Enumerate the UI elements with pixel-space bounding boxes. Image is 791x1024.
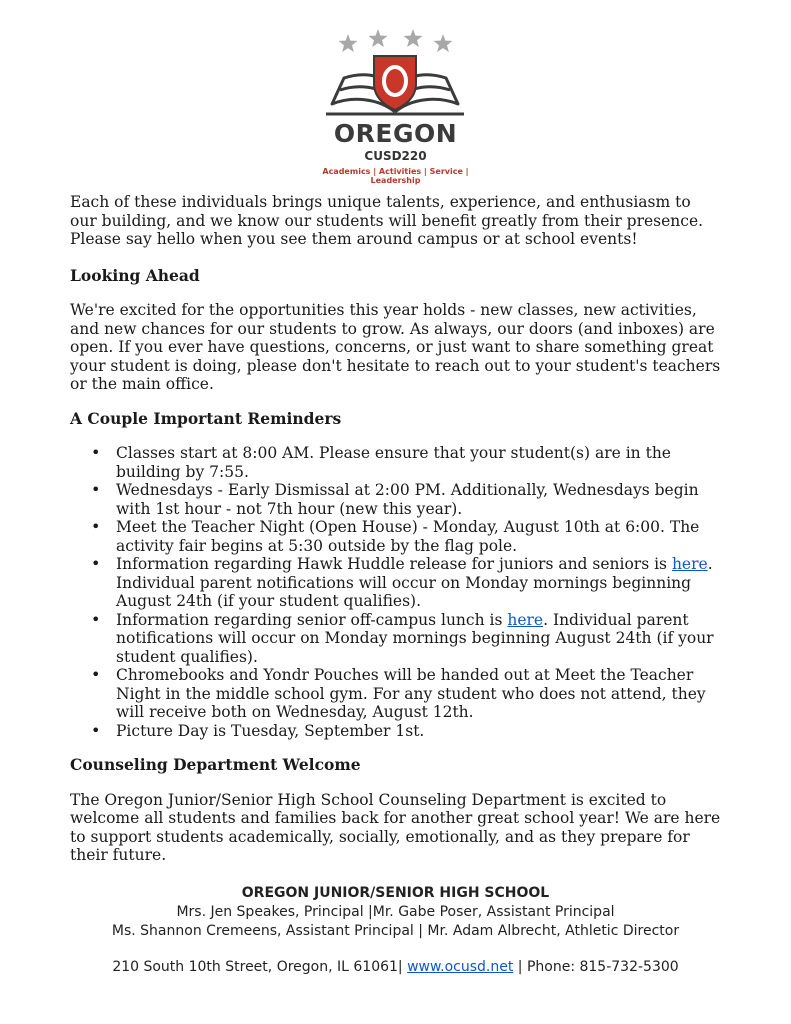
counseling-paragraph: The Oregon Junior/Senior High School Counseling Department is excited to welcome all students and families back for another great school year! We are here to support students academically, socially, emotionally, and as they prepare for their future. <box>70 790 721 864</box>
website-link[interactable]: www.ocusd.net <box>407 959 514 975</box>
intro-paragraph: Each of these individuals brings unique talents, experience, and enthusiasm to our building, and we know our students will benefit greatly from their presence. Please say hello when you see them around campus or at school events! <box>70 193 704 248</box>
looking-ahead-paragraph: We're excited for the opportunities this year holds - new classes, new activities, and new chances for our students to grow. As always, our doors (and inboxes) are open. If you ever have questions, concerns, or just want to share something great your student is doing, please don't hesitate to reach out to your student's teachers or the main office. <box>70 301 721 393</box>
list-item: • Wednesdays - Early Dismissal at 2:00 PM. Additionally, Wednesdays begin with 1st hour - not 7th hour (new this year). <box>70 481 722 518</box>
footer-staff-line: Ms. Shannon Cremeens, Assistant Principal | Mr. Adam Albrecht, Athletic Director <box>111 923 680 939</box>
footer-school-name: OREGON JUNIOR/SENIOR HIGH SCHOOL <box>241 885 550 901</box>
star-icon <box>339 34 358 52</box>
list-item: • Information regarding Hawk Huddle release for juniors and seniors is here. Individual parent notifications will occur on Monday mornings beginning August 24th (if your student qualifies). <box>70 555 722 611</box>
list-item: • Information regarding senior off-campus lunch is here. Individual parent notifications will occur on Monday mornings beginning August 24th (if your student qualifies). <box>70 611 722 667</box>
logo-district: CUSD220 <box>364 149 427 163</box>
reminders-list <box>70 444 722 740</box>
list-item: • Picture Day is Tuesday, September 1st. <box>70 722 722 741</box>
looking-ahead-heading: Looking Ahead <box>70 265 200 285</box>
list-item: • Classes start at 8:00 AM. Please ensure that your student(s) are in the building by 7:55. <box>70 444 722 481</box>
footer-staff-line: Mrs. Jen Speakes, Principal |Mr. Gabe Poser, Assistant Principal <box>176 904 615 920</box>
logo-name: OREGON <box>333 119 458 148</box>
star-icon <box>369 29 388 47</box>
reminders-heading: A Couple Important Reminders <box>70 408 342 428</box>
star-icon <box>434 34 453 52</box>
off-campus-lunch-link[interactable]: here <box>507 610 544 629</box>
book-shield-emblem <box>300 28 491 120</box>
list-item: • Chromebooks and Yondr Pouches will be handed out at Meet the Teacher Night in the middle school gym. For any student who does not attend, they will receive both on Wednesday, August 12th. <box>70 666 722 722</box>
hawk-huddle-link[interactable]: here <box>671 555 708 573</box>
school-logo <box>300 28 491 185</box>
letterhead-footer <box>0 884 791 977</box>
footer-address: 210 South 10th Street, Oregon, IL 61061| www.ocusd.net | Phone: 815-732-5300 <box>112 959 679 975</box>
star-icon <box>404 29 423 47</box>
letter-body <box>70 193 722 865</box>
counseling-heading: Counseling Department Welcome <box>70 755 361 774</box>
list-item: • Meet the Teacher Night (Open House) - Monday, August 10th at 6:00. The activity fair begins at 5:30 outside by the flag pole. <box>70 518 722 555</box>
logo-tagline: Academics | Activities | Service | Leadership <box>322 167 469 185</box>
